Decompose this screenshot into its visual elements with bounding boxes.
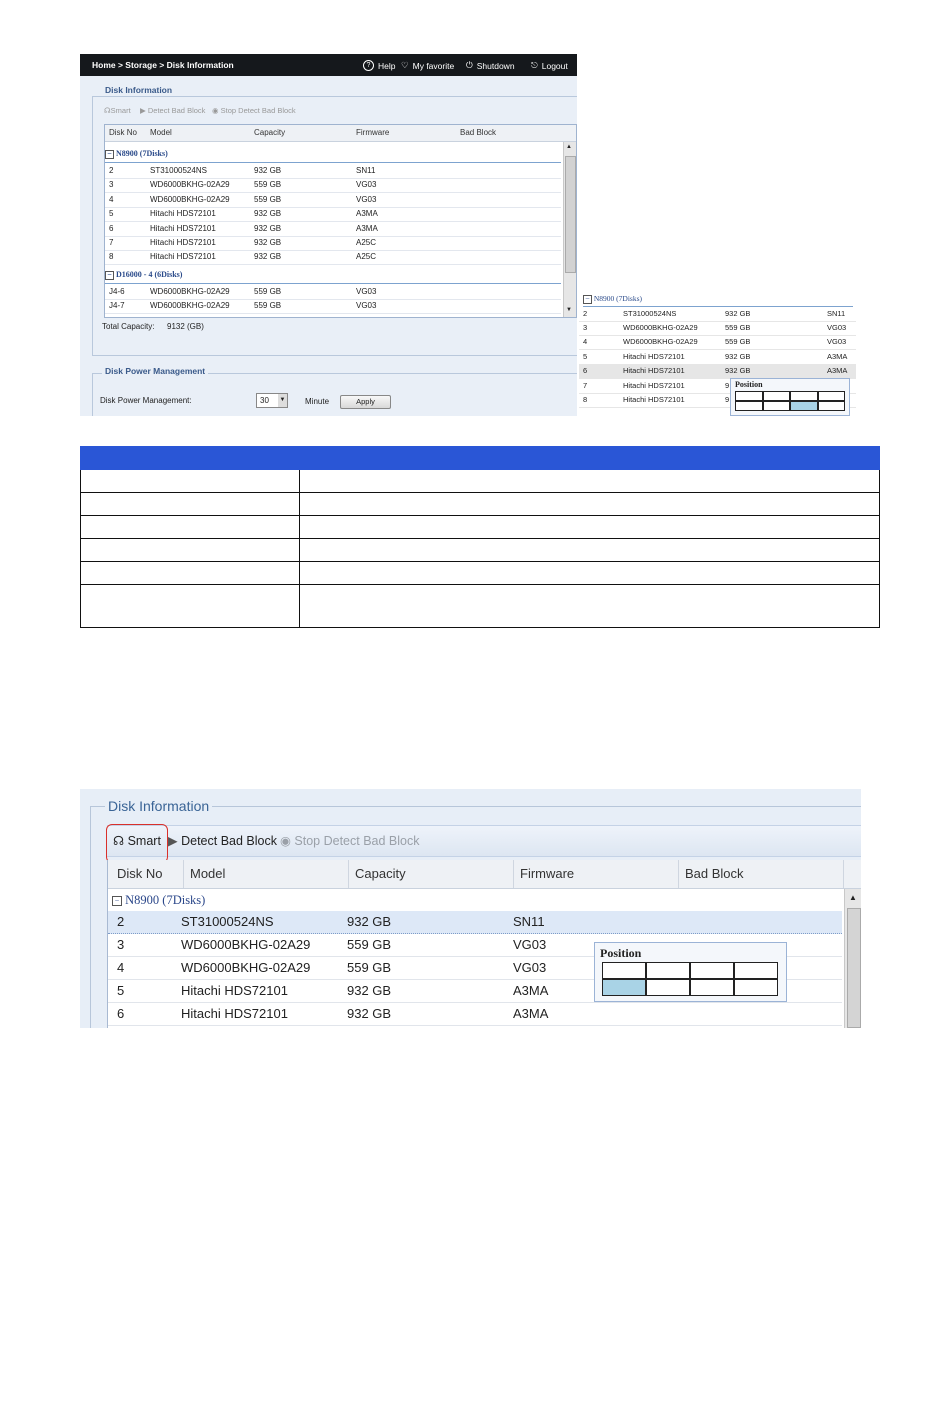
col-model[interactable]: Model	[150, 128, 172, 137]
cell-disk-no: 7	[109, 238, 114, 247]
table-row[interactable]	[105, 299, 561, 314]
position-slot	[818, 401, 846, 411]
collapse-icon[interactable]: −	[105, 150, 114, 159]
cell-capacity: 932 GB	[254, 223, 282, 233]
description-table	[80, 446, 880, 628]
detect-bad-block-button[interactable]: ▶ Detect Bad Block	[140, 106, 206, 115]
table-row[interactable]	[105, 222, 561, 237]
position-slot	[690, 979, 734, 996]
cell-model: WD6000BKHG-02A29	[623, 322, 698, 332]
grid-body	[105, 142, 561, 317]
cell-disk-no: 2	[109, 166, 114, 175]
table-row[interactable]	[105, 193, 561, 208]
cell-firmware: A3MA	[827, 366, 848, 376]
cell-capacity: 9	[725, 380, 730, 390]
cell-capacity: 559 GB	[725, 322, 751, 332]
table-row[interactable]	[579, 335, 856, 350]
cell-model: WD6000BKHG-02A29	[181, 937, 311, 952]
power-unit: Minute	[305, 397, 330, 406]
position-slot	[646, 962, 690, 979]
cell-capacity: 932 GB	[725, 366, 751, 376]
stop-detect-button[interactable]: ◉ Stop Detect Bad Block	[280, 834, 420, 848]
cell-capacity: 932 GB	[254, 238, 282, 247]
collapse-icon[interactable]: −	[112, 896, 122, 906]
table-row[interactable]	[105, 250, 561, 265]
grid-scrollbar[interactable]	[563, 142, 576, 317]
table-row[interactable]	[108, 911, 842, 934]
table-row	[81, 562, 880, 585]
cell-disk-no: 8	[583, 394, 588, 404]
disk-toolbar	[104, 106, 574, 120]
cell-model: Hitachi HDS72101	[150, 252, 216, 262]
cell-firmware: VG03	[356, 287, 377, 296]
cell-firmware: SN11	[356, 166, 376, 175]
cell-model: WD6000BKHG-02A29	[181, 960, 311, 975]
cell-capacity: 932 GB	[347, 983, 392, 998]
total-capacity-label: Total Capacity:	[102, 322, 155, 331]
group-header[interactable]: − N8900 (7Disks)	[105, 146, 561, 163]
cell-capacity: 9	[725, 394, 730, 404]
cell-capacity: 559 GB	[725, 337, 751, 347]
cell-firmware: A3MA	[356, 209, 378, 219]
chevron-down-icon[interactable]: ▼	[278, 394, 287, 407]
disk-info-zoomed-screenshot	[80, 789, 861, 1028]
top-bar	[80, 54, 577, 76]
power-panel-title: Disk Power Management	[102, 366, 208, 376]
apply-button[interactable]: Apply	[340, 395, 391, 409]
position-slot	[646, 979, 690, 996]
power-select[interactable]: 30 ▼	[256, 393, 288, 408]
cell-firmware: A3MA	[827, 351, 848, 361]
panel-title: Disk Information	[102, 85, 175, 95]
power-panel	[92, 373, 577, 416]
logout-icon: ⎋	[531, 60, 538, 70]
cell-capacity: 559 GB	[347, 960, 392, 975]
col-bad-block[interactable]: Bad Block	[460, 128, 497, 137]
table-row[interactable]	[105, 285, 561, 300]
zoom-panel	[579, 292, 856, 416]
table-row	[81, 585, 880, 628]
table-row	[81, 470, 880, 493]
cell-capacity: 932 GB	[254, 209, 282, 219]
cell-firmware: A25C	[356, 238, 377, 247]
position-grid	[602, 962, 778, 996]
logout-link[interactable]: ⎋ Logout	[531, 60, 568, 71]
zoom-group-header[interactable]: − N8900 (7Disks)	[583, 292, 853, 307]
cell-firmware: VG03	[827, 322, 847, 332]
grid-header	[108, 860, 861, 889]
position-popup	[730, 378, 850, 416]
table-row[interactable]	[579, 350, 856, 365]
cell-firmware: VG03	[827, 337, 847, 347]
table-row[interactable]	[579, 364, 856, 379]
collapse-icon[interactable]: −	[105, 271, 114, 280]
col-disk-no[interactable]: Disk No	[109, 128, 138, 137]
cell-model: WD6000BKHG-02A29	[150, 287, 230, 296]
cell-firmware: VG03	[356, 194, 377, 204]
disk-toolbar	[107, 825, 861, 857]
stop-icon: ◉	[280, 834, 291, 848]
group-header[interactable]: − N8900 (7Disks)	[108, 889, 842, 912]
position-slot	[735, 391, 763, 401]
position-slot	[690, 962, 734, 979]
play-icon: ▶	[140, 106, 146, 115]
cell-capacity: 559 GB	[254, 301, 282, 311]
cell-firmware: SN11	[513, 914, 545, 929]
cell-disk-no: 4	[117, 960, 125, 975]
power-icon: ⏻	[466, 60, 473, 70]
cell-model: Hitachi HDS72101	[623, 380, 685, 390]
cell-model: WD6000BKHG-02A29	[150, 194, 230, 204]
col-firmware[interactable]: Firmware	[356, 128, 390, 137]
cell-disk-no: 5	[117, 983, 125, 998]
cell-firmware: A3MA	[513, 983, 549, 998]
grid-scrollbar[interactable]	[844, 889, 861, 1028]
help-link[interactable]: ? Help	[363, 60, 395, 71]
cell-model: WD6000BKHG-02A29	[150, 180, 230, 190]
cell-capacity: 932 GB	[254, 252, 282, 262]
position-slot	[735, 401, 763, 411]
cell-disk-no: 5	[583, 351, 588, 361]
table-row[interactable]	[105, 207, 561, 222]
cell-capacity: 932 GB	[347, 914, 392, 929]
cell-firmware: A3MA	[513, 1006, 549, 1021]
position-slot	[734, 979, 778, 996]
heart-icon: ♡	[401, 60, 409, 70]
col-firmware[interactable]: Firmware	[513, 860, 679, 888]
position-title: Position	[600, 946, 642, 960]
table-row[interactable]	[105, 178, 561, 193]
cell-disk-no: 3	[583, 322, 588, 332]
disk-info-screenshot	[80, 54, 577, 416]
cell-capacity: 559 GB	[254, 180, 282, 190]
panel-title: Disk Information	[105, 798, 212, 814]
scroll-up-icon[interactable]: ▲	[566, 144, 572, 150]
cell-disk-no: 6	[117, 1006, 125, 1021]
col-model[interactable]: Model	[183, 860, 349, 888]
scroll-down-icon[interactable]: ▼	[566, 307, 572, 313]
cell-firmware: VG03	[356, 180, 377, 190]
table-header	[81, 447, 880, 470]
position-slot-active	[790, 401, 818, 411]
collapse-icon[interactable]: −	[583, 295, 592, 304]
cell-disk-no: J4-7	[109, 301, 125, 311]
cell-model: ST31000524NS	[623, 308, 677, 318]
stethoscope-icon: ☊	[113, 834, 125, 848]
cell-model: WD6000BKHG-02A29	[623, 337, 698, 347]
col-disk-no[interactable]: Disk No	[108, 860, 184, 888]
cell-model: Hitachi HDS72101	[150, 238, 216, 247]
total-capacity-value: 9132 (GB)	[167, 322, 204, 331]
scroll-up-icon[interactable]: ▲	[849, 893, 857, 902]
cell-model: Hitachi HDS72101	[150, 223, 216, 233]
smart-button[interactable]: ☊ Smart	[113, 834, 161, 848]
cell-model: ST31000524NS	[181, 914, 274, 929]
play-icon: ▶	[168, 834, 178, 848]
cell-disk-no: 3	[109, 180, 114, 190]
stop-detect-button[interactable]: ◉ Stop Detect Bad Block	[212, 106, 296, 115]
cell-disk-no: 4	[109, 194, 114, 204]
highlight-ring	[106, 824, 168, 863]
table-row[interactable]	[579, 321, 856, 336]
cell-capacity: 932 GB	[254, 166, 282, 175]
cell-model: ST31000524NS	[150, 166, 207, 175]
cell-firmware: A25C	[356, 252, 377, 262]
cell-capacity: 559 GB	[347, 937, 392, 952]
cell-disk-no: 3	[117, 937, 125, 952]
cell-disk-no: 4	[583, 337, 588, 347]
cell-capacity: 559 GB	[254, 194, 282, 204]
cell-capacity: 932 GB	[725, 308, 751, 318]
scroll-thumb[interactable]	[847, 908, 861, 1028]
position-slot-active	[602, 979, 646, 996]
position-popup	[594, 942, 787, 1002]
cell-disk-no: 6	[583, 366, 588, 376]
col-capacity[interactable]: Capacity	[348, 860, 514, 888]
cell-disk-no: J4-6	[109, 287, 125, 296]
table-row[interactable]	[579, 307, 856, 322]
position-slot	[818, 391, 846, 401]
cell-disk-no: 6	[109, 223, 114, 233]
favorite-link[interactable]: ♡ My favorite	[401, 60, 455, 71]
cell-disk-no: 8	[109, 252, 114, 262]
breadcrumb[interactable]: Home > Storage > Disk Information	[92, 60, 234, 70]
position-slot	[790, 391, 818, 401]
position-slot	[602, 962, 646, 979]
cell-firmware: VG03	[513, 960, 547, 975]
cell-model: Hitachi HDS72101	[623, 351, 685, 361]
col-bad-block[interactable]: Bad Block	[678, 860, 844, 888]
power-label: Disk Power Management:	[100, 396, 192, 405]
table-row[interactable]	[108, 1003, 842, 1026]
cell-model: Hitachi HDS72101	[181, 983, 288, 998]
cell-firmware: SN11	[827, 308, 846, 318]
table-row	[81, 493, 880, 516]
stethoscope-icon: ☊	[104, 106, 111, 115]
cell-capacity: 932 GB	[347, 1006, 392, 1021]
scroll-thumb[interactable]	[565, 156, 576, 273]
cell-model: Hitachi HDS72101	[150, 209, 216, 219]
disk-grid	[104, 124, 577, 318]
detect-bad-block-button[interactable]: ▶ Detect Bad Block	[168, 834, 277, 848]
stop-icon: ◉	[212, 106, 219, 115]
cell-disk-no: 5	[109, 209, 114, 219]
position-slot	[763, 401, 791, 411]
position-grid	[735, 391, 845, 411]
cell-model: Hitachi HDS72101	[623, 366, 685, 376]
table-row[interactable]	[105, 164, 561, 179]
cell-firmware: VG03	[356, 301, 377, 311]
table-row[interactable]	[105, 236, 561, 251]
help-icon: ?	[363, 60, 374, 71]
cell-firmware: VG03	[513, 937, 547, 952]
cell-model: Hitachi HDS72101	[623, 394, 685, 404]
table-row	[81, 539, 880, 562]
cell-capacity: 932 GB	[725, 351, 751, 361]
position-slot	[763, 391, 791, 401]
col-capacity[interactable]: Capacity	[254, 128, 286, 137]
cell-disk-no: 2	[117, 914, 125, 929]
table-row	[81, 516, 880, 539]
cell-firmware: A3MA	[356, 223, 378, 233]
cell-model: WD6000BKHG-02A29	[150, 301, 230, 311]
cell-model: Hitachi HDS72101	[181, 1006, 288, 1021]
cell-capacity: 559 GB	[254, 287, 282, 296]
smart-button[interactable]: ☊Smart	[104, 106, 131, 115]
disk-grid	[107, 860, 861, 1028]
group-header[interactable]: − D16000 - 4 (6Disks)	[105, 267, 561, 284]
shutdown-link[interactable]: ⏻ Shutdown	[466, 60, 515, 71]
position-title: Position	[735, 380, 763, 389]
grid-header	[105, 125, 576, 142]
position-slot	[734, 962, 778, 979]
cell-disk-no: 7	[583, 380, 588, 390]
cell-disk-no: 2	[583, 308, 588, 318]
